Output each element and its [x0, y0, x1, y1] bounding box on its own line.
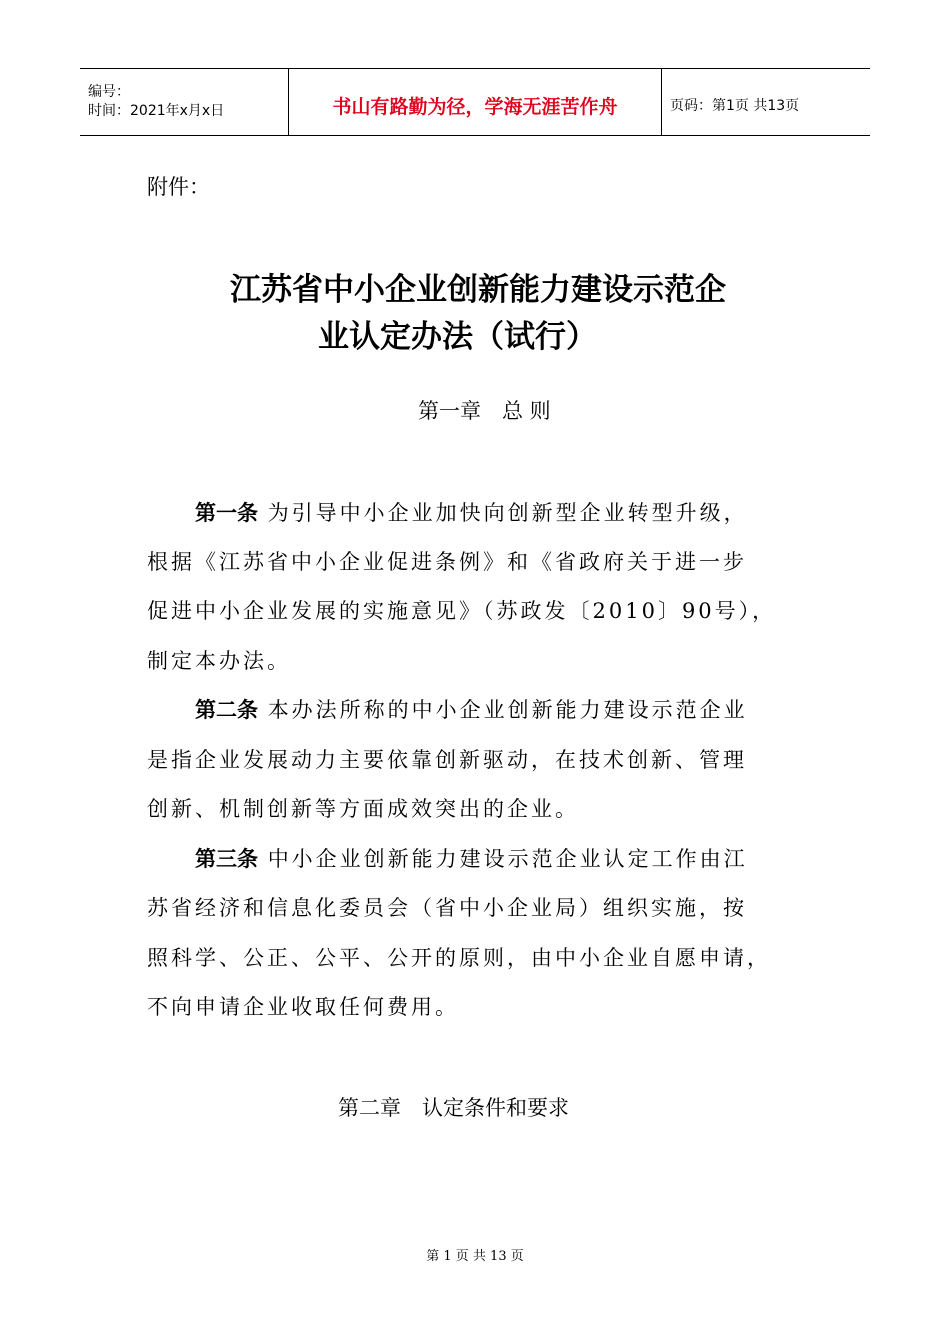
- time-label: 时间：2021年x月x日: [88, 103, 225, 119]
- header-table: [80, 68, 870, 136]
- chapter-heading-2: 第二章 认定条件和要求: [338, 1096, 569, 1120]
- chapter-heading-1: 第一章 总 则: [418, 399, 551, 423]
- number-label: 编号：: [88, 84, 130, 100]
- article-3-line1: 第三条 中小企业创新能力建设示范企业认定工作由江: [195, 847, 748, 871]
- article-1-line3: 促进中小企业发展的实施意见》（苏政发〔2010〕90号），: [147, 599, 777, 623]
- article-1-label: 第一条: [195, 501, 258, 525]
- article-2-line1: 第二条 本办法所称的中小企业创新能力建设示范企业: [195, 698, 748, 722]
- header-meta-cell: [80, 69, 289, 136]
- article-2-line3: 创新、机制创新等方面成效突出的企业。: [147, 797, 579, 821]
- document-title-line1: 江苏省中小企业创新能力建设示范企: [230, 272, 726, 308]
- article-3-line2: 苏省经济和信息化委员会（省中小企业局）组织实施，按: [147, 896, 747, 920]
- page-footer: 第 1 页 共 13 页: [426, 1249, 524, 1264]
- article-2-line2: 是指企业发展动力主要依靠创新驱动，在技术创新、管理: [147, 748, 747, 772]
- attachment-label: 附件：: [147, 175, 210, 199]
- page-info: 页码：第1页 共13页: [662, 69, 871, 136]
- article-3-line4: 不向申请企业收取任何费用。: [147, 995, 459, 1019]
- motto: 书山有路勤为径，学海无涯苦作舟: [289, 69, 662, 136]
- article-1-line4: 制定本办法。: [147, 649, 291, 673]
- article-3-label: 第三条: [195, 847, 258, 871]
- article-1-line1: 第一条 为引导中小企业加快向创新型企业转型升级，: [195, 501, 748, 525]
- article-1-line2: 根据《江苏省中小企业促进条例》和《省政府关于进一步: [147, 550, 747, 574]
- article-2-label: 第二条: [195, 698, 258, 722]
- article-3-line3: 照科学、公正、公平、公开的原则，由中小企业自愿申请，: [147, 946, 771, 970]
- document-title-line2: 业认定办法（试行）: [318, 319, 597, 355]
